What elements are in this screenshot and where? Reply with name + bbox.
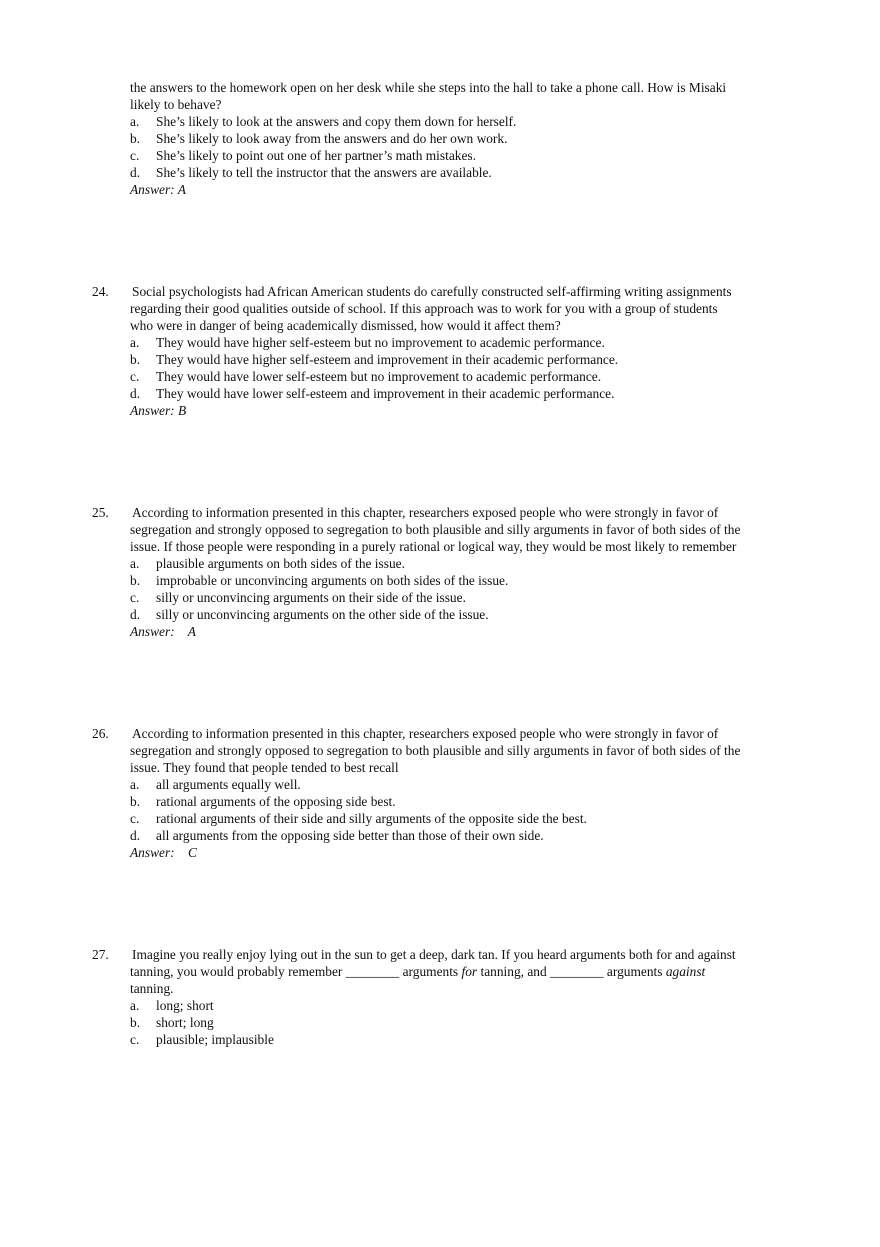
option-letter: d. [130,386,141,401]
option-text: They would have higher self-esteem but no improvement to academic performance. [156,335,605,350]
stem-line: tanning. [130,981,174,996]
option-a [130,776,792,793]
stem-line [130,963,792,980]
option-text: long; short [156,998,214,1013]
option-text: She’s likely to look at the answers and copy them down for herself. [156,114,517,129]
stem-line: who were in danger of being academically dismissed, how would it affect them? [130,318,561,333]
option-text: all arguments from the opposing side better than those of their own side. [156,828,544,843]
question-26 [92,725,792,861]
option-text: She’s likely to tell the instructor that the answers are available. [156,165,492,180]
question-26-stem [130,725,792,776]
option-text: rational arguments of the opposing side best. [156,794,396,809]
question-number: 27. [92,947,109,962]
option-text: She’s likely to look away from the answers and do her own work. [156,131,508,146]
option-text: plausible arguments on both sides of the issue. [156,556,405,571]
option-letter: a. [130,998,140,1013]
option-text: They would have higher self-esteem and improvement in their academic performance. [156,352,619,367]
option-text: all arguments equally well. [156,777,301,792]
option-letter: b. [130,131,141,146]
option-a [130,334,792,351]
answer-key: Answer: A [130,624,196,639]
option-letter: a. [130,777,140,792]
stem-line: Imagine you really enjoy lying out in the sun to get a deep, dark tan. If you heard arguments both for and against [132,947,736,962]
question-24-stem [130,283,792,334]
answer-key: Answer: C [130,845,197,860]
option-letter: a. [130,335,140,350]
question-27-stem [130,946,792,997]
question-number: 25. [92,505,109,520]
option-letter: c. [130,369,140,384]
stem-line: issue. If those people were responding in a purely rational or logical way, they would be most likely to remember [130,539,737,554]
option-text: silly or unconvincing arguments on the other side of the issue. [156,607,489,622]
stem-line: issue. They found that people tended to best recall [130,760,399,775]
stem-line: segregation and strongly opposed to segregation to both plausible and silly arguments in favor of both sides of the [130,522,741,537]
stem-line: According to information presented in this chapter, researchers exposed people who were strongly in favor of [132,726,719,741]
stem-line: segregation and strongly opposed to segregation to both plausible and silly arguments in favor of both sides of the [130,743,741,758]
option-letter: b. [130,1015,141,1030]
option-d [130,164,792,181]
option-letter: d. [130,165,141,180]
option-c [130,589,792,606]
option-c [130,810,792,827]
option-text: short; long [156,1015,214,1030]
option-c [130,1031,792,1048]
option-d [130,606,792,623]
option-text: She’s likely to point out one of her partner’s math mistakes. [156,148,476,163]
stem-emphasis-against: against [665,964,706,979]
option-letter: d. [130,607,141,622]
option-letter: b. [130,794,141,809]
question-25-stem [130,504,792,555]
option-letter: b. [130,352,141,367]
option-b [130,351,792,368]
option-b [130,572,792,589]
question-23 [92,79,792,198]
option-text: plausible; implausible [156,1032,274,1047]
stem-line: likely to behave? [130,97,222,112]
stem-emphasis-for: for [461,964,478,979]
option-c [130,147,792,164]
option-text: They would have lower self-esteem but no improvement to academic performance. [156,369,602,384]
question-25 [92,504,792,640]
option-letter: a. [130,556,140,571]
option-text: They would have lower self-esteem and improvement in their academic performance. [156,386,615,401]
question-27 [92,946,792,1048]
option-d [130,827,792,844]
answer-key: Answer: A [130,182,186,197]
option-d [130,385,792,402]
option-b [130,1014,792,1031]
option-letter: c. [130,811,140,826]
option-letter: c. [130,1032,140,1047]
option-letter: b. [130,573,141,588]
option-a [130,997,792,1014]
question-number: 26. [92,726,109,741]
stem-line: According to information presented in this chapter, researchers exposed people who were strongly in favor of [132,505,719,520]
option-c [130,368,792,385]
stem-line: Social psychologists had African American students do carefully constructed self-affirming writing assignments [132,284,732,299]
answer-key: Answer: B [130,403,187,418]
stem-line: the answers to the homework open on her desk while she steps into the hall to take a phone call. How is Misaki [130,80,727,95]
stem-text: tanning, you would probably remember ________ arguments [130,964,462,979]
option-b [130,130,792,147]
stem-text: tanning, and ________ arguments [477,964,666,979]
option-letter: d. [130,828,141,843]
option-letter: c. [130,590,140,605]
option-letter: a. [130,114,140,129]
question-23-stem [130,79,792,113]
option-a [130,113,792,130]
option-b [130,793,792,810]
option-text: silly or unconvincing arguments on their side of the issue. [156,590,466,605]
option-letter: c. [130,148,140,163]
question-number: 24. [92,284,109,299]
option-a [130,555,792,572]
option-text: rational arguments of their side and silly arguments of the opposite side the best. [156,811,587,826]
option-text: improbable or unconvincing arguments on both sides of the issue. [156,573,509,588]
stem-line: regarding their good qualities outside of school. If this approach was to work for you with a group of students [130,301,718,316]
question-24 [92,283,792,419]
